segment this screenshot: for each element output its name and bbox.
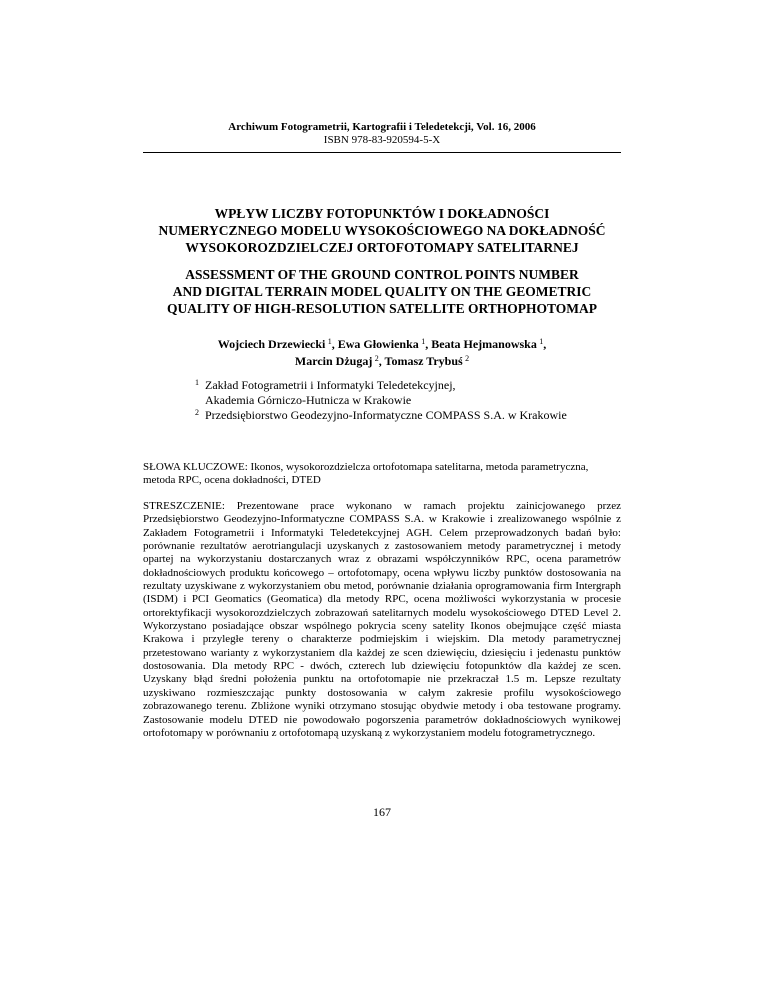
affiliation-number: 1 <box>195 378 199 387</box>
title-english-line-3: QUALITY OF HIGH-RESOLUTION SATELLITE ORTHOPHOTOMAP <box>166 301 598 316</box>
keywords-line-1: SŁOWA KLUCZOWE: Ikonos, wysokorozdzielcza ortofotomapa satelitarna, metoda parametryczna, <box>143 461 589 473</box>
author-affil-mark: 2 <box>465 354 470 363</box>
isbn: ISBN 978-83-920594-5-X <box>323 134 441 146</box>
abstract: STRESZCZENIE: Prezentowane prace wykonano w ramach projektu zainicjowanego przez Przedsiębiorstwo Geodezyjno-Informatyczne COMPASS S.A. w Krakowie i zrealizowanego wspólnie z Zakładem Fotogrametrii i Informatyki Teledetekcyjnej AGH. Celem przeprowadzonych badań było: porównanie rezultatów aerotriangulacji uzyskanych z zastosowaniem metody parametrycznej i metody opartej na wykorzystaniu dostarczanych wraz z obrazami współczynników RPC, ocena parametrów dokładnościowych produktu końcowego – ortofotomapy, ocena wpływu liczby punktów dostosowania na rezultaty uzyskiwane z wykorzystaniem obu metod, porównanie działania oprogramowania firm Intergraph (ISDM) i PCI Geomatics (Geomatica) dla metody RPC, ocena możliwości wykorzystania w procesie ortorektyfikacji wysokorozdzielczych zobrazowań satelitarnych modelu wysokościowego DTED Level 2. Wykorzystano posiadające obszar wspólnego pokrycia sceny satelity Ikonos obejmujące część miasta Krakowa i przyległe tereny o charakterze podmiejskim i wiejskim. Dla metody parametrycznej przetestowano warianty z wykorzystaniem dla każdej ze scen dziewięciu, dziesięciu i jedenastu punktów dostosowania. Dla metody RPC - dwóch, czterech lub dziewięciu fotopunktów dla każdej ze scen. Uzyskany błąd średni położenia punktu na ortofotomapie nie przekraczał 1.5 m. Lepsze rezultaty uzyskiwano rozmieszczając punkty dostosowania w całym zakresie profilu wysokościowego zobrazowanego terenu. Zbliżone wyniki otrzymano stosując obydwie metody i oba testowane programy. Zastosowanie modelu DTED nie powodowało pogorszenia parametrów dokładnościowych wynikowej ortofotomapy w porównaniu z ortofotomapą uzyskaną z wykorzystaniem modelu fotogrametrycznego. <box>143 500 621 739</box>
affiliation-line: Przedsiębiorstwo Geodezyjno-Informatyczne COMPASS S.A. w Krakowie <box>205 408 567 422</box>
journal-header <box>143 121 621 147</box>
keywords <box>143 461 621 487</box>
title-polish-line-2: NUMERYCZNEGO MODELU WYSOKOŚCIOWEGO NA DOKŁADNOŚĆ <box>158 223 606 238</box>
authors <box>143 336 621 370</box>
author-name: Wojciech Drzewiecki <box>217 337 326 351</box>
author-name: Marcin Dżugaj <box>294 354 373 368</box>
journal-title: Archiwum Fotogrametrii, Kartografii i Teledetekcji, Vol. 16, 2006 <box>228 121 536 133</box>
authors-line-1: Wojciech Drzewiecki $^1$, Ewa Głowienka $^1$, Beata Hejmanowska $^1$, <box>217 337 547 351</box>
affiliation-line: Zakład Fotogrametrii i Informatyki Teledetekcyjnej, <box>205 378 456 392</box>
title-english-line-1: ASSESSMENT OF THE GROUND CONTROL POINTS NUMBER <box>185 267 579 282</box>
title-english <box>143 266 621 317</box>
affiliations <box>195 378 567 423</box>
author-name: Tomasz Trybuś <box>384 354 463 368</box>
title-english-line-2: AND DIGITAL TERRAIN MODEL QUALITY ON THE GEOMETRIC <box>172 284 592 299</box>
affiliation <box>195 408 567 423</box>
title-polish <box>143 205 621 256</box>
author-name: Ewa Głowienka <box>337 337 419 351</box>
affiliation <box>195 378 567 408</box>
header-rule <box>143 152 621 153</box>
author-name: Beata Hejmanowska <box>431 337 537 351</box>
author-affil-mark: 1 <box>327 337 332 346</box>
keywords-line-2: metoda RPC, ocena dokładności, DTED <box>143 474 321 486</box>
authors-line-2: Marcin Dżugaj $^2$, Tomasz Trybuś $^2$ <box>294 354 470 368</box>
title-polish-line-3: WYSOKOROZDZIELCZEJ ORTOFOTOMAPY SATELITARNEJ <box>185 240 579 255</box>
author-affil-mark: 1 <box>539 337 544 346</box>
title-polish-line-1: WPŁYW LICZBY FOTOPUNKTÓW I DOKŁADNOŚCI <box>214 206 550 221</box>
author-affil-mark: 1 <box>421 337 426 346</box>
affiliation-number: 2 <box>195 408 199 417</box>
page-number: 167 <box>373 805 391 819</box>
author-affil-mark: 2 <box>374 354 379 363</box>
affiliation-line: Akademia Górniczo-Hutnicza w Krakowie <box>205 393 412 407</box>
